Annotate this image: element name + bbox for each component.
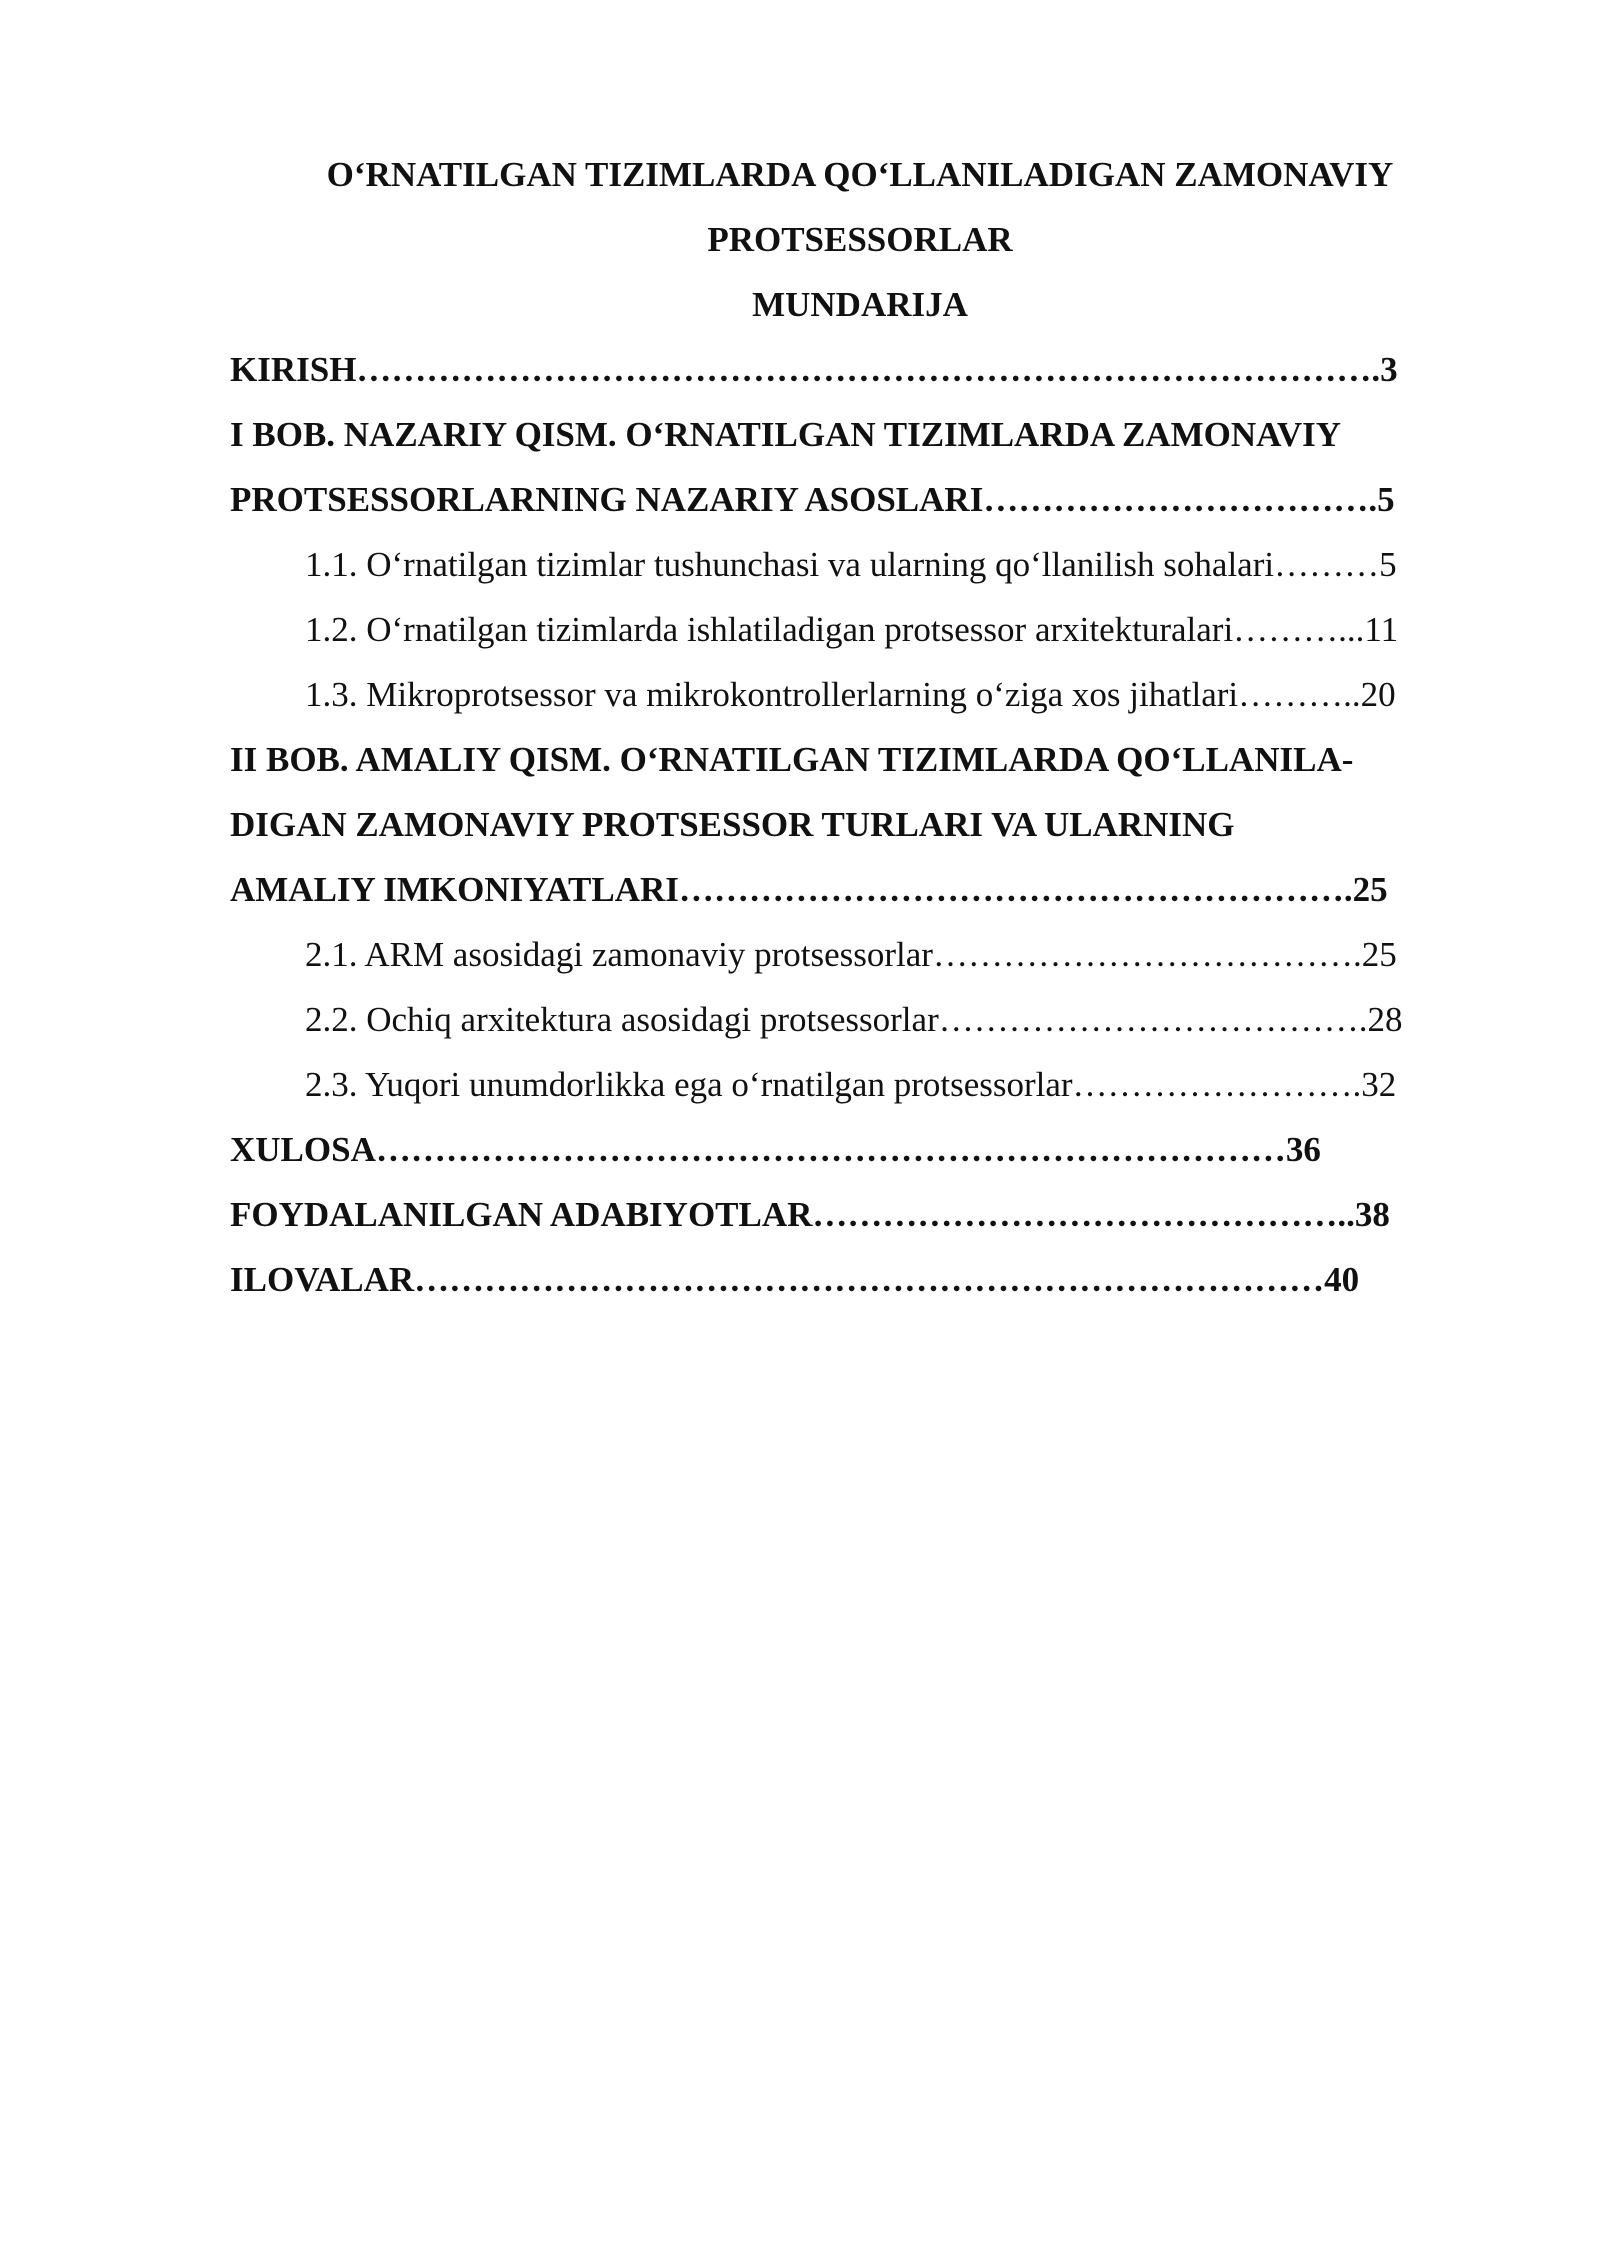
toc-entry-bob2-line-3: AMALIY IMKONIYATLARI………………………………………………….25 [230,870,1388,909]
toc-entry-kirish: KIRISH…………………………………………………………………………….3 [230,350,1398,389]
toc-entry-2-1: 2.1. ARM asosidagi zamonaviy protsessorlar……………………………….25 [305,935,1397,974]
toc-entry-1-3: 1.3. Mikroprotsessor va mikrokontrollerlarning o‘ziga xos jihatlari………..20 [305,675,1396,714]
toc-entry-1-2: 1.2. O‘rnatilgan tizimlarda ishlatiladigan protsessor arxitekturalari………...11 [305,610,1399,649]
toc-entry-2-3: 2.3. Yuqori unumdorlikka ega o‘rnatilgan protsessorlar…………………….32 [305,1065,1397,1104]
toc-entry-adabiyotlar: FOYDALANILGAN ADABIYOTLAR………………………………………..38 [230,1195,1390,1234]
toc-entry-ilovalar: ILOVALAR……………………………………………………………………40 [230,1260,1360,1299]
toc-heading: MUNDARIJA [752,285,968,324]
document-title-line-1: O‘RNATILGAN TIZIMLARDA QO‘LLANILADIGAN ZAMONAVIY [326,155,1394,194]
toc-entry-bob1-line-2: PROTSESSORLARNING NAZARIY ASOSLARI…………………………….5 [230,480,1395,519]
toc-entry-bob2-line-1: II BOB. AMALIY QISM. O‘RNATILGAN TIZIMLARDA QO‘LLANILA- [230,740,1354,779]
toc-entry-1-1: 1.1. O‘rnatilgan tizimlar tushunchasi va ularning qo‘llanilish sohalari………5 [305,545,1397,584]
toc-entry-bob1-line-1: I BOB. NAZARIY QISM. O‘RNATILGAN TIZIMLARDA ZAMONAVIY [230,415,1342,454]
toc-entry-bob2-line-2: DIGAN ZAMONAVIY PROTSESSOR TURLARI VA ULARNING [230,805,1235,844]
toc-entry-xulosa: XULOSA……………………………………………………………………36 [230,1130,1321,1169]
toc-entry-2-2: 2.2. Ochiq arxitektura asosidagi protsessorlar……………………………….28 [305,1000,1403,1039]
document-title-line-2: PROTSESSORLAR [707,220,1013,259]
